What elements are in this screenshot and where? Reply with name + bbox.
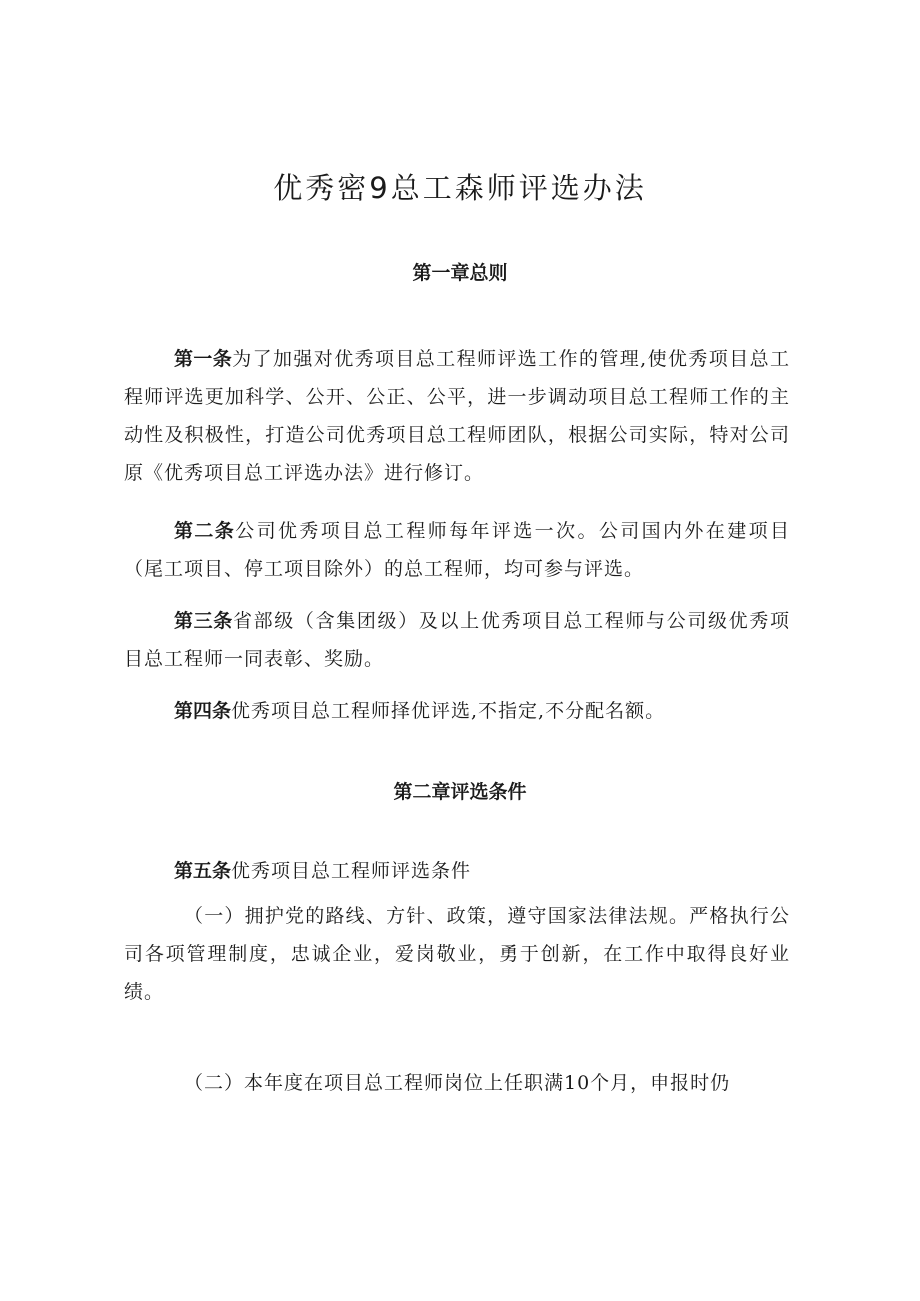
condition-item-1: （一）拥护党的路线、方针、政策，遵守国家法律法规。严格执行公司各项管理制度，忠诚企业，爱岗敬业，勇于创新，在工作中取得良好业绩。 [124,905,790,1003]
article-3-label: 第三条 [174,610,233,632]
article-2 [124,512,790,588]
document-title: 优秀密9总工森师评选办法 [273,171,647,205]
article-1 [124,340,790,492]
article-1-text: 为了加强对优秀项目总工程师评选工作的管理,使优秀项目总工程师评选更加科学、公开、公正、公平，进一步调动项目总工程师工作的主动性及积极性，打造公司优秀项目总工程师团队，根据公司实际，特对公司原《优秀项目总工评选办法》进行修订。 [124,348,790,484]
article-2-text: 公司优秀项目总工程师每年评选一次。公司国内外在建项目（尾工项目、停工项目除外）的总工程师，均可参与评选。 [124,520,790,580]
article-3-text: 省部级（含集团级）及以上优秀项目总工程师与公司级优秀项目总工程师一同表彰、奖励。 [124,610,790,670]
article-3 [124,602,790,678]
chapter-1-heading: 第一章总则 [412,262,508,284]
condition-item-2: （二）本年度在项目总工程师岗位上任职满10个月，申报时仍 [184,1072,731,1094]
article-5-label: 第五条 [174,860,232,882]
article-5 [124,852,790,890]
chapter-2-heading: 第二章评选条件 [393,781,527,803]
article-4-text: 优秀项目总工程师择优评选,不指定,不分配名额。 [231,700,666,722]
article-4 [124,692,790,730]
article-1-label: 第一条 [174,348,233,370]
article-5-text: 优秀项目总工程师评选条件 [231,860,472,882]
article-2-label: 第二条 [174,520,236,542]
article-4-label: 第四条 [174,700,232,722]
